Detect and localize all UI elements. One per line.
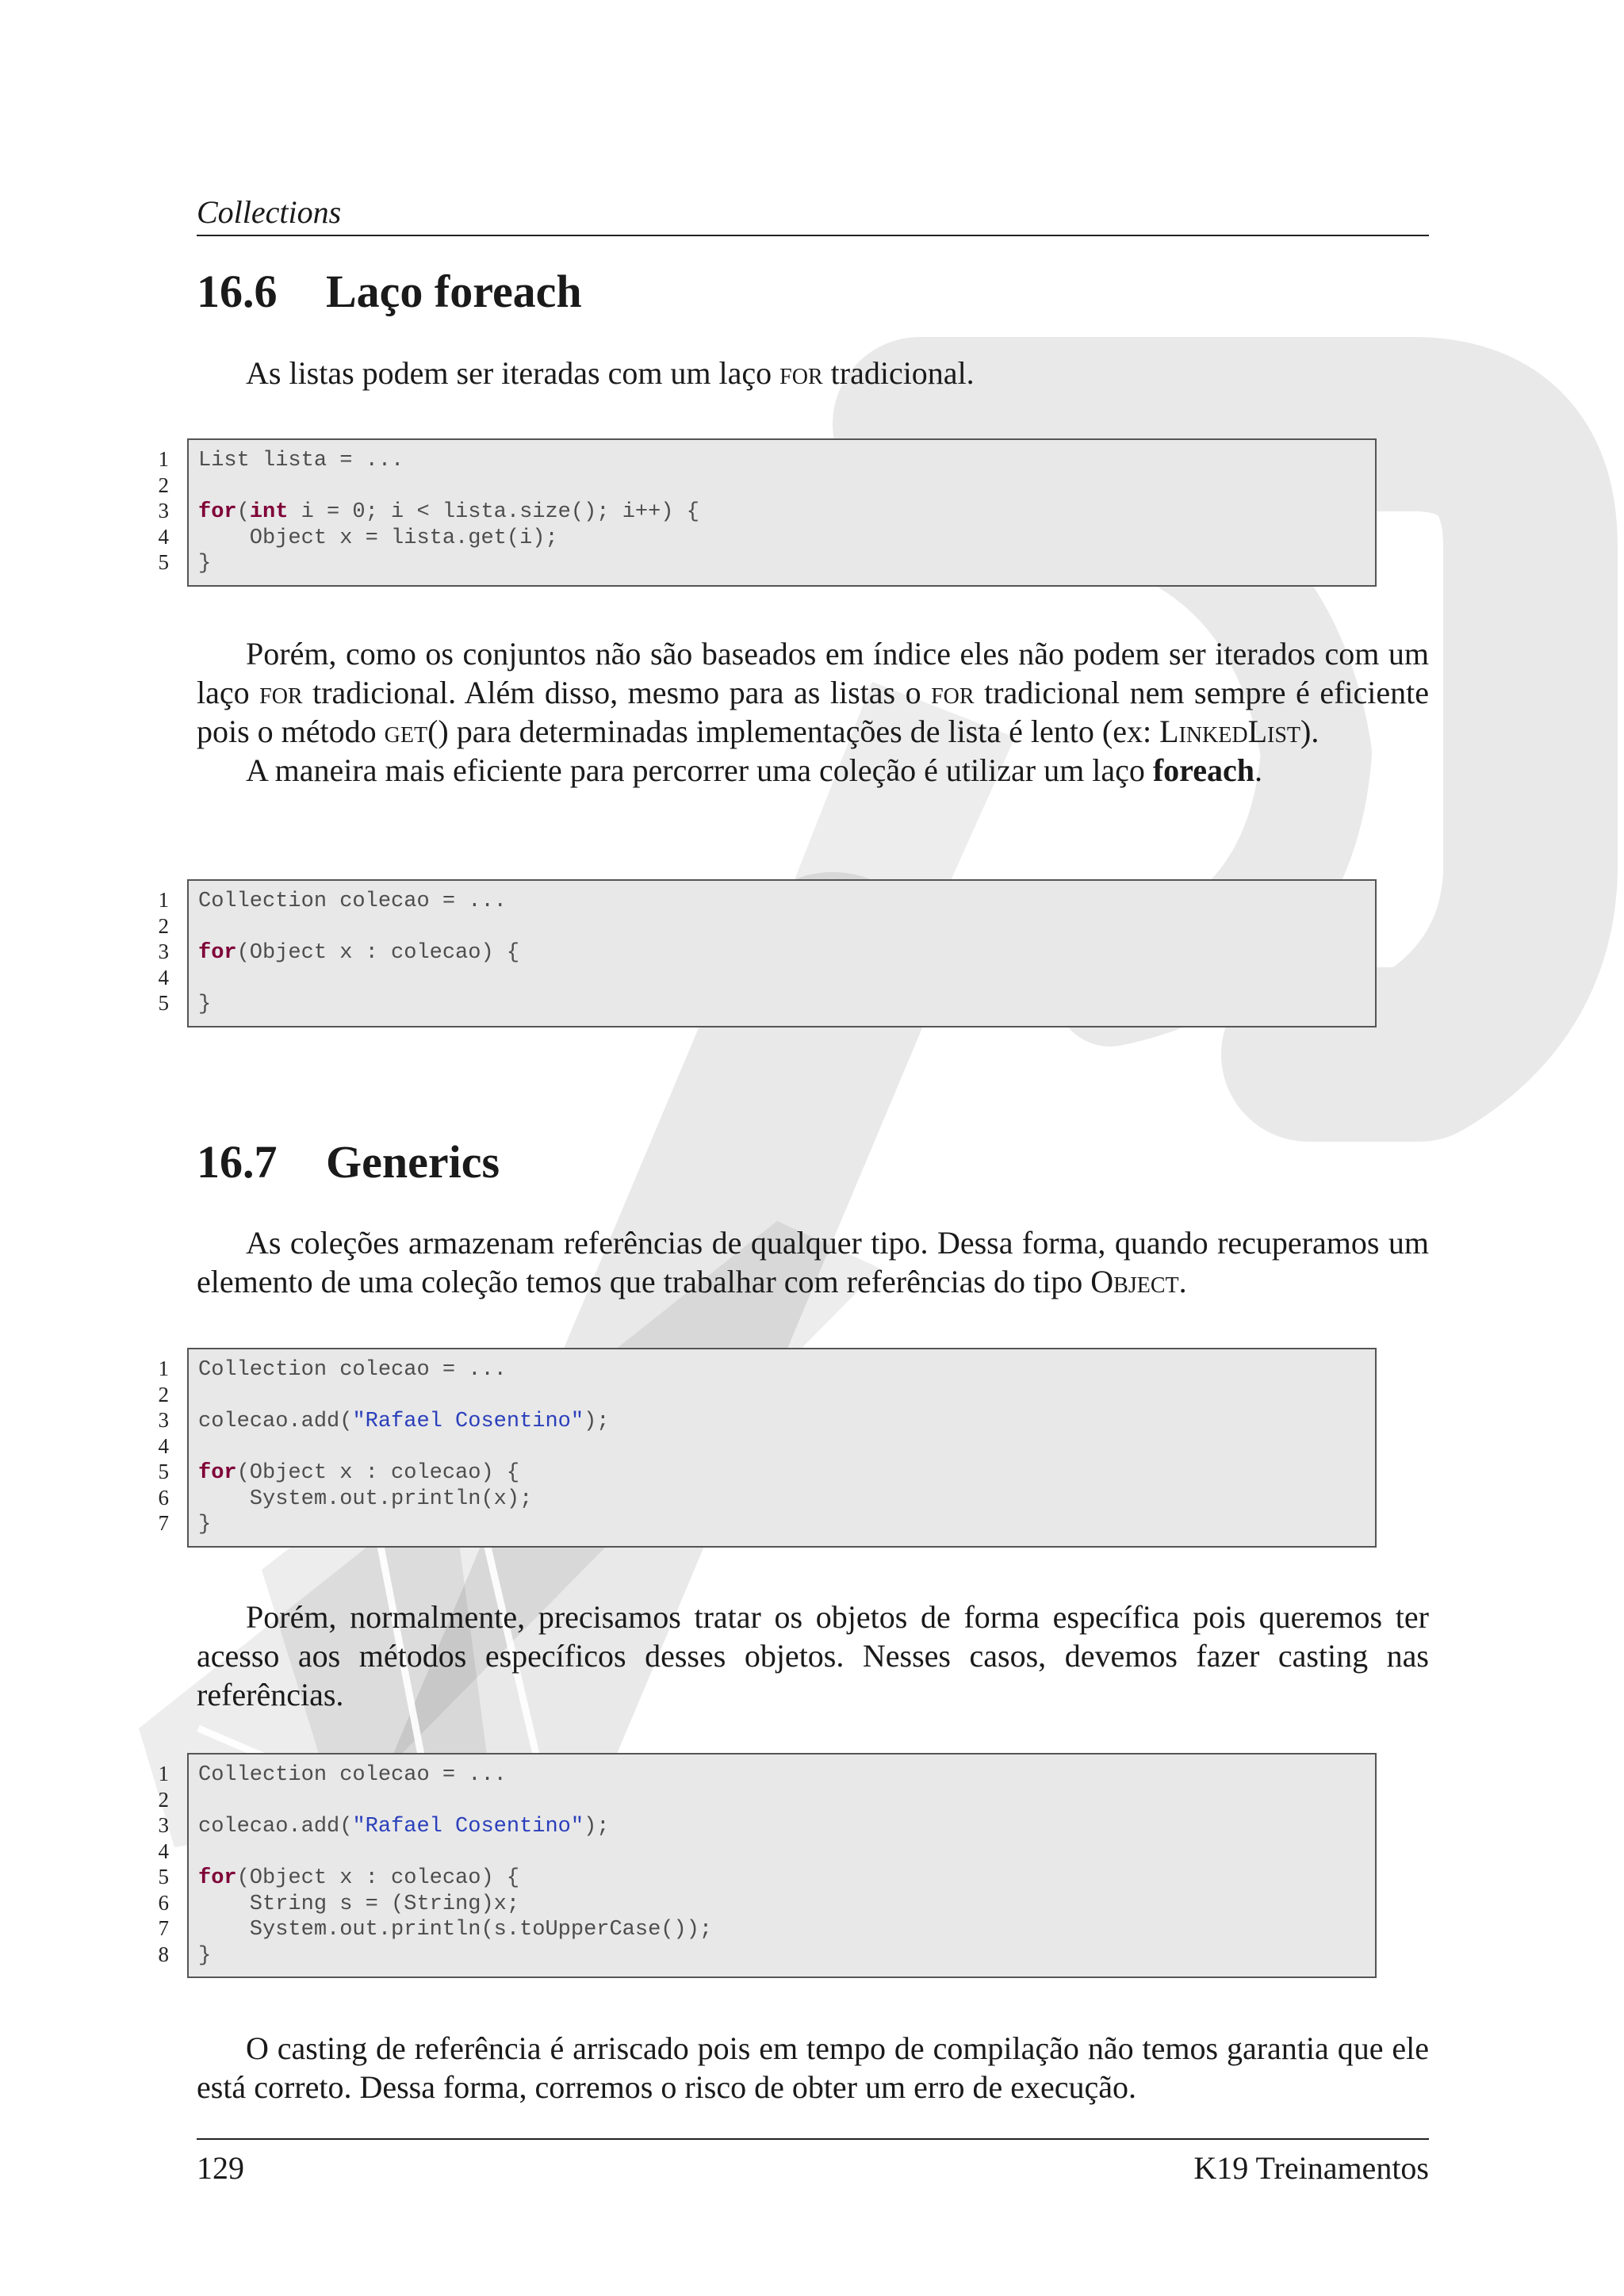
footer-rule bbox=[197, 2138, 1429, 2140]
code-line: String s = (String)x; bbox=[198, 1892, 520, 1916]
page-footer bbox=[197, 2149, 1429, 2188]
line-number: 7 bbox=[158, 1916, 169, 1940]
line-numbers bbox=[151, 1356, 169, 1536]
code-line bbox=[189, 1789, 1375, 1815]
code-line: for(Object x : colecao) { bbox=[198, 941, 520, 965]
section-number: 16.7 bbox=[197, 1136, 278, 1188]
line-number: 2 bbox=[158, 913, 169, 938]
code-line: } bbox=[198, 993, 212, 1016]
code-line bbox=[189, 1383, 1375, 1410]
code-line: Collection colecao = ... bbox=[198, 1763, 507, 1787]
line-numbers bbox=[151, 1761, 169, 1967]
line-number: 3 bbox=[158, 499, 169, 522]
line-number: 4 bbox=[158, 965, 169, 989]
code-block bbox=[187, 1348, 1377, 1548]
section-number: 16.6 bbox=[197, 266, 278, 317]
line-number: 2 bbox=[158, 1382, 169, 1406]
code-line bbox=[189, 1435, 1375, 1461]
line-number: 2 bbox=[158, 473, 169, 497]
line-number: 5 bbox=[158, 550, 169, 574]
line-number: 4 bbox=[158, 1433, 169, 1458]
line-number: 7 bbox=[158, 1511, 169, 1535]
page-number: 129 bbox=[197, 2150, 244, 2186]
running-header: Collections bbox=[197, 194, 342, 230]
paragraph: Porém, como os conjuntos não são baseados em índice eles não podem ser iterados com um laço for tradicional. Além disso, mesmo para as listas o for tradicional nem sempre é eficiente pois o método get() para determinadas implementações de lista é lento (ex: LinkedList). A maneira mais eficiente para percorrer uma coleção é utilizar um laço foreach. bbox=[197, 636, 1429, 788]
code-block bbox=[187, 438, 1377, 587]
code-line: for(int i = 0; i < lista.size(); i++) { bbox=[198, 500, 699, 524]
line-number: 5 bbox=[158, 1460, 169, 1483]
code-line: System.out.println(x); bbox=[198, 1487, 533, 1511]
header-rule bbox=[197, 235, 1429, 236]
section-heading-16-6 bbox=[197, 260, 582, 323]
code-line bbox=[189, 474, 1375, 500]
paragraph: Porém, normalmente, precisamos tratar os objetos de forma específica pois queremos ter acesso aos métodos específicos desses objetos. Nesses casos, devemos fazer casting nas referências. bbox=[197, 1599, 1429, 1712]
section-title: Laço foreach bbox=[326, 266, 582, 317]
paragraph: O casting de referência é arriscado pois em tempo de compilação não temos garantia que ele está correto. Dessa forma, corremos o risco de obter um erro de execução. bbox=[197, 2030, 1429, 2105]
line-numbers bbox=[151, 887, 169, 1016]
line-number: 2 bbox=[158, 1787, 169, 1812]
code-line: Collection colecao = ... bbox=[198, 1358, 507, 1382]
code-line bbox=[189, 915, 1375, 941]
code-line: colecao.add("Rafael Cosentino"); bbox=[198, 1815, 610, 1839]
code-block bbox=[187, 879, 1377, 1027]
code-listing bbox=[151, 879, 1377, 1027]
line-numbers bbox=[151, 446, 169, 576]
line-number: 3 bbox=[158, 939, 169, 963]
line-number: 1 bbox=[158, 888, 169, 912]
code-line: } bbox=[198, 552, 212, 576]
code-line bbox=[189, 1840, 1375, 1866]
code-line bbox=[189, 966, 1375, 993]
inline-code-term: for bbox=[779, 355, 823, 391]
code-listing bbox=[151, 1753, 1377, 1978]
bold-term: foreach bbox=[1152, 752, 1254, 788]
section-heading-16-7 bbox=[197, 1131, 500, 1194]
line-number: 3 bbox=[158, 1813, 169, 1837]
code-block bbox=[187, 1753, 1377, 1978]
line-number: 5 bbox=[158, 991, 169, 1015]
publisher-name: K19 Treinamentos bbox=[1193, 2150, 1429, 2186]
line-number: 1 bbox=[158, 447, 169, 471]
line-number: 4 bbox=[158, 1839, 169, 1863]
line-number: 6 bbox=[158, 1890, 169, 1915]
line-number: 1 bbox=[158, 1357, 169, 1380]
code-line: List lista = ... bbox=[198, 449, 404, 473]
code-line: } bbox=[198, 1943, 212, 1968]
code-line: colecao.add("Rafael Cosentino"); bbox=[198, 1410, 610, 1433]
code-line: System.out.println(s.toUpperCase()); bbox=[198, 1918, 713, 1942]
line-number: 5 bbox=[158, 1865, 169, 1888]
code-line: Collection colecao = ... bbox=[198, 890, 507, 913]
code-listing bbox=[151, 438, 1377, 587]
paragraph: As listas podem ser iteradas com um laço for tradicional. bbox=[246, 355, 975, 391]
line-number: 6 bbox=[158, 1485, 169, 1510]
paragraph: As coleções armazenam referências de qualquer tipo. Dessa forma, quando recuperamos um elemento de uma coleção temos que trabalhar com referências do tipo Object. bbox=[197, 1225, 1429, 1299]
code-line: Object x = lista.get(i); bbox=[198, 526, 558, 550]
code-line: for(Object x : colecao) { bbox=[198, 1461, 520, 1485]
line-number: 3 bbox=[158, 1408, 169, 1432]
line-number: 1 bbox=[158, 1762, 169, 1785]
code-line: } bbox=[198, 1513, 212, 1536]
code-listing bbox=[151, 1348, 1377, 1548]
line-number: 8 bbox=[158, 1942, 169, 1966]
section-title: Generics bbox=[326, 1136, 500, 1188]
code-line: for(Object x : colecao) { bbox=[198, 1866, 520, 1890]
line-number: 4 bbox=[158, 524, 169, 549]
